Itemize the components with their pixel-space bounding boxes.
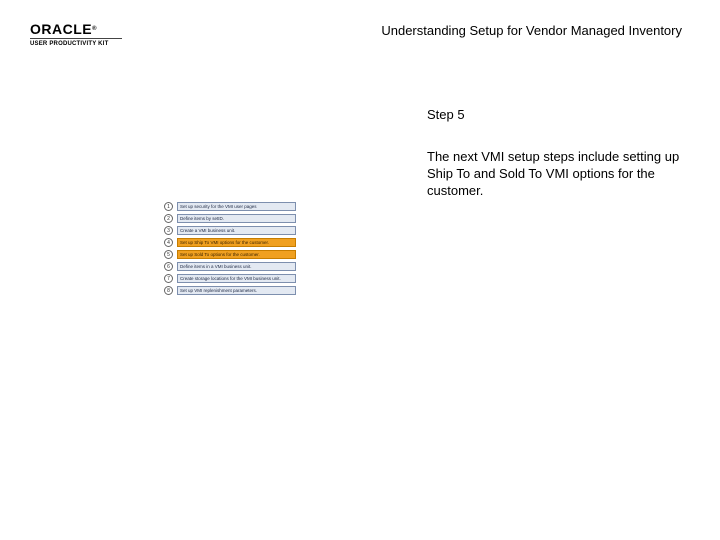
page-title: Understanding Setup for Vendor Managed Inventory (381, 23, 682, 38)
steps-diagram (164, 200, 296, 296)
step-row (164, 284, 296, 296)
step-number: 6 (164, 262, 173, 271)
step-box: Define items in a VMI business unit. (177, 262, 296, 271)
step-number: 8 (164, 286, 173, 295)
step-number: 7 (164, 274, 173, 283)
step-row (164, 260, 296, 272)
step-description: The next VMI setup steps include setting up Ship To and Sold To VMI options for the customer. (427, 149, 680, 198)
oracle-upk-logo (30, 22, 130, 48)
step-row (164, 212, 296, 224)
step-box: Set up Ship To VMI options for the customer. (177, 238, 296, 247)
step-row (164, 236, 296, 248)
step-box: Define items by setID. (177, 214, 296, 223)
step-row (164, 248, 296, 260)
step-box: Set up VMI replenishment parameters. (177, 286, 296, 295)
step-number: 2 (164, 214, 173, 223)
logo-tagline: USER PRODUCTIVITY KIT (30, 41, 109, 47)
registered-mark: ® (92, 26, 98, 32)
step-number: 5 (164, 250, 173, 259)
step-box: Set up Sold To options for the customer. (177, 250, 296, 259)
logo-divider (30, 38, 122, 39)
step-row (164, 272, 296, 284)
step-number: 3 (164, 226, 173, 235)
step-label: Step 5 (427, 107, 465, 122)
step-number: 1 (164, 202, 173, 211)
step-box: Create storage locations for the VMI business unit. (177, 274, 296, 283)
step-number: 4 (164, 238, 173, 247)
step-row (164, 200, 296, 212)
step-row (164, 224, 296, 236)
step-box: Set up security for the VMI user pages (177, 202, 296, 211)
logo-wordmark: ORACLE® (30, 21, 98, 37)
step-box: Create a VMI business unit. (177, 226, 296, 235)
